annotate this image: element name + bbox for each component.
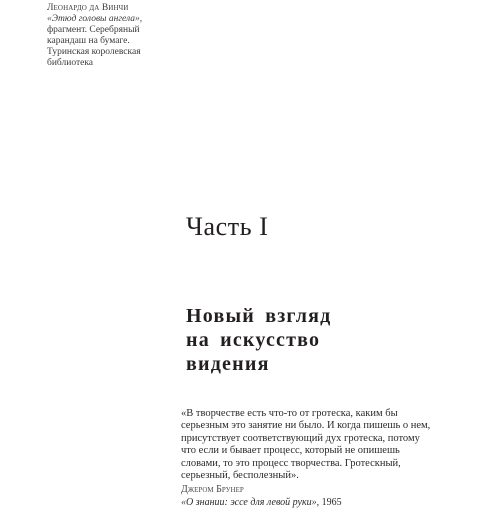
epigraph-source-year: , 1965 [316, 496, 342, 508]
illustration-caption [47, 3, 207, 69]
part-subtitle [186, 304, 331, 376]
epigraph-author: Джером Брунер [181, 484, 244, 496]
subtitle-line: Новый взгляд [186, 305, 332, 327]
subtitle-line: на искусство [186, 329, 321, 351]
epigraph-source-title: «О знании: эссе для левой руки» [181, 496, 317, 508]
epigraph-line: «В творчестве есть что-то от гротеска, каким бы [181, 408, 398, 419]
part-title: Часть I [186, 212, 269, 241]
epigraph-line: словами, то это процесс творчества. Гротескный, [181, 457, 401, 469]
epigraph-line: присутствует соответствующий дух гротеска, потому [181, 432, 420, 444]
epigraph-line: серьезным это занятие ни было. И когда пишешь о нем, [181, 420, 431, 432]
epigraph [181, 408, 481, 509]
epigraph-line: что если и бывает процесс, который не опишешь [181, 445, 400, 457]
caption-line: Туринская королевская [47, 47, 141, 57]
caption-work-title: «Этюд головы ангела», [47, 14, 143, 24]
caption-author: Леонардо да Винчи [47, 3, 129, 13]
caption-line: библиотека [47, 58, 94, 68]
subtitle-line: видения [186, 353, 270, 375]
caption-line: фрагмент. Серебряный [47, 25, 140, 35]
caption-line: карандаш на бумаге. [47, 36, 130, 46]
epigraph-source [181, 497, 481, 509]
epigraph-line: серьезный, бесполезный». [181, 470, 299, 482]
